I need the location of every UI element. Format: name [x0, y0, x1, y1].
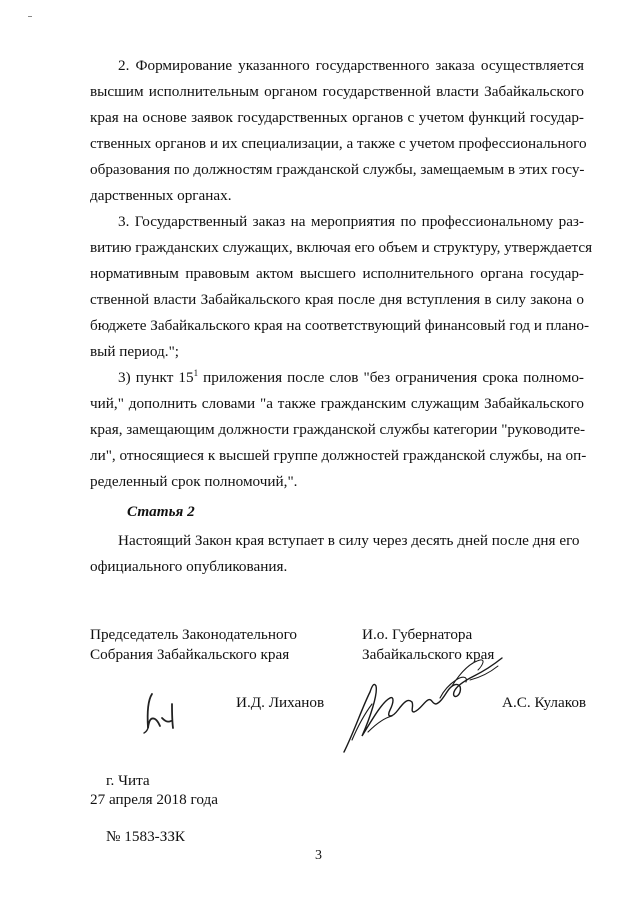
- city: г. Чита: [106, 772, 150, 789]
- paragraph-line: ределенный срок полномочий,".: [90, 473, 298, 490]
- paragraph-line: высшим исполнительным органом государственной власти Забайкальского: [90, 83, 584, 100]
- paragraph-line: бюджете Забайкальского края на соответствующий финансовый год и плано-: [90, 317, 590, 334]
- paragraph-line: 3. Государственный заказ на мероприятия по профессиональному раз-: [118, 213, 584, 230]
- left-handwritten-signature: [138, 690, 188, 736]
- left-signatory-title: Собрания Забайкальского края: [90, 646, 290, 663]
- paragraph-line: ли", относящиеся к высшей группе должностей гражданской службы, на оп-: [90, 447, 587, 464]
- paragraph-line: нормативным правовым актом высшего исполнительного органа государ-: [90, 265, 584, 282]
- paragraph-line: вый период.";: [90, 343, 179, 360]
- paragraph-line: [118, 369, 584, 387]
- right-handwritten-signature: [332, 640, 508, 760]
- paragraph-line: дарственных органах.: [90, 187, 232, 204]
- paragraph-line: края, замещающим должности гражданской службы категории "руководите-: [90, 421, 586, 438]
- date: 27 апреля 2018 года: [90, 791, 218, 808]
- paragraph-line: ственных органов и их специализации, а также с учетом профессионального: [90, 135, 587, 152]
- left-signatory-title: Председатель Законодательного: [90, 626, 298, 643]
- right-signatory-title: И.о. Губернатора: [362, 626, 473, 643]
- paragraph-line: 2. Формирование указанного государственного заказа осуществляется: [118, 57, 584, 74]
- article-line: Настоящий Закон края вступает в силу через десять дней после дня его: [118, 532, 580, 549]
- paragraph-line: образования по должностям гражданской службы, замещаемым в этих госу-: [90, 161, 585, 178]
- law-number: № 1583-ЗЗК: [106, 828, 186, 845]
- paragraph-line: чий," дополнить словами "а также гражданским служащим Забайкальского: [90, 395, 584, 412]
- superscript: 1: [193, 367, 199, 378]
- scan-mark: [28, 16, 32, 17]
- amendment-text-before: 3) пункт 15: [118, 369, 194, 386]
- right-signatory-title: Забайкальского края: [362, 646, 495, 663]
- paragraph-line: края на основе заявок государственных органов с учетом функций государ-: [90, 109, 584, 126]
- paragraph-line: ственной власти Забайкальского края после дня вступления в силу закона о: [90, 291, 584, 308]
- left-signatory-name: И.Д. Лиханов: [236, 694, 325, 711]
- right-signatory-name: А.С. Кулаков: [502, 694, 587, 711]
- article-heading: Статья 2: [127, 503, 195, 520]
- amendment-text-after: приложения после слов "без ограничения срока полномо-: [198, 369, 584, 386]
- page-number: 3: [315, 848, 322, 863]
- article-line: официального опубликования.: [90, 558, 288, 575]
- paragraph-line: витию гражданских служащих, включая его объем и структуру, утверждается: [90, 239, 593, 256]
